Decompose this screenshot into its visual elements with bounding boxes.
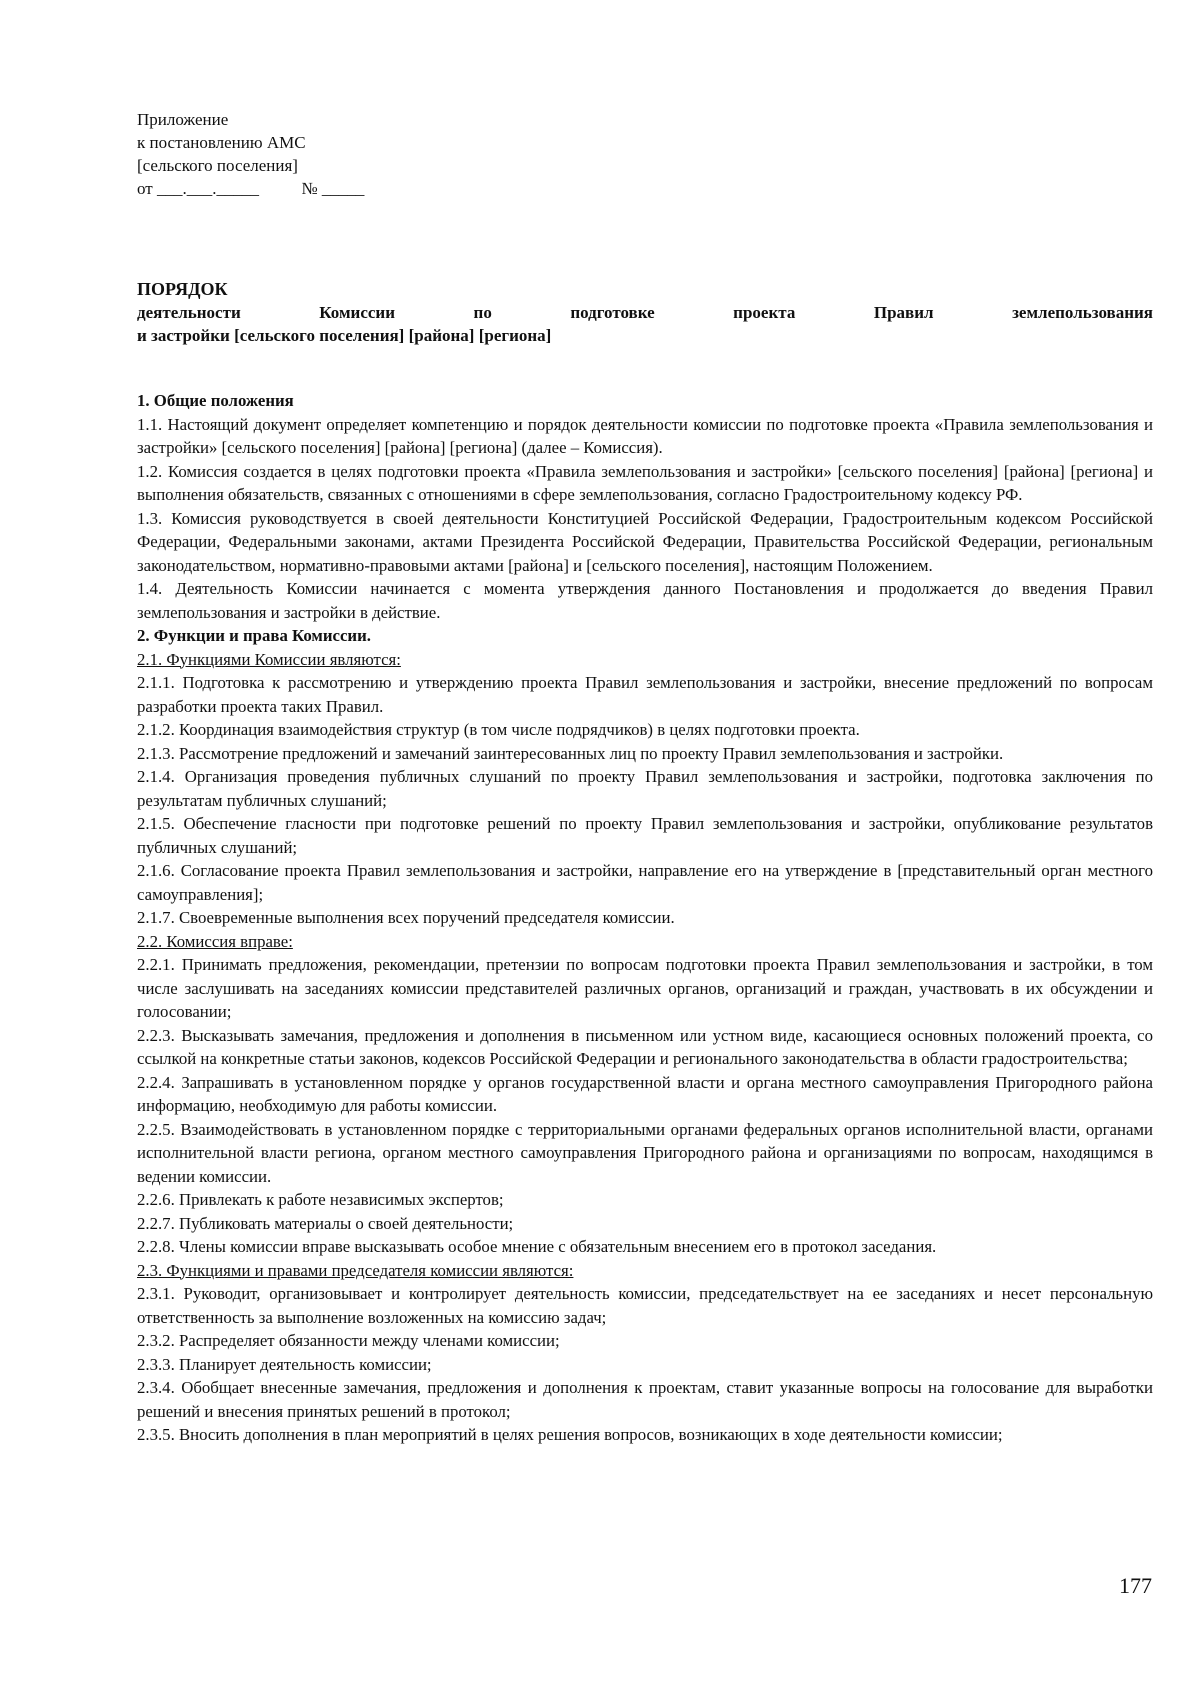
paragraph: 2.1.3. Рассмотрение предложений и замечаний заинтересованных лиц по проекту Правил землепользования и застройки. <box>137 743 1004 763</box>
paragraph: 2.2.5. Взаимодействовать в установленном порядке с территориальными органами федеральных органов исполнительной власти, органами исполнительной власти региона, органом местного самоуправления Пригородного района и организациями по вопросам, находящимся в ведении комиссии. <box>137 1119 1153 1186</box>
paragraph: 2.1.5. Обеспечение гласности при подготовке решений по проекту Правил землепользования и застройки, опубликование результатов публичных слушаний; <box>137 814 1153 857</box>
document-page <box>137 108 1153 1447</box>
paragraph: 2.3.3. Планирует деятельность комиссии; <box>137 1354 432 1374</box>
title-line-3: и застройки [сельского поселения] [района] [региона] <box>137 326 552 345</box>
paragraph: 1.1. Настоящий документ определяет компетенцию и порядок деятельности комиссии по подготовке проекта «Правила землепользования и застройки» [сельского поселения] [района] [региона] (далее – Комиссия). <box>137 414 1153 457</box>
section-heading: 2. Функции и права Комиссии. <box>137 626 371 645</box>
paragraph: 2.3.1. Руководит, организовывает и контролирует деятельность комиссии, председательствует на ее заседаниях и несет персональную ответственность за выполнение возложенных на комиссию задач; <box>137 1284 1153 1327</box>
title-main: ПОРЯДОК <box>137 279 228 299</box>
title-line-2: деятельности Комиссии по подготовке проекта Правил землепользования <box>137 303 1153 322</box>
paragraph: 2.2.6. Привлекать к работе независимых экспертов; <box>137 1190 504 1209</box>
paragraph: 2.2.8. Члены комиссии вправе высказывать особое мнение с обязательным внесением его в протокол заседания. <box>137 1237 937 1256</box>
appendix-line-3: [сельского поселения] <box>137 156 298 175</box>
paragraph: 2.3.5. Вносить дополнения в план мероприятий в целях решения вопросов, возникающих в ходе деятельности комиссии; <box>137 1425 1003 1444</box>
appendix-line-2: к постановлению АМС <box>137 133 306 152</box>
paragraph: 1.3. Комиссия руководствуется в своей деятельности Конституцией Российской Федерации, Градостроительным кодексом Российской Федерации, Федеральными законами, актами Президента Российской Федерации, Правительства Российской Федерации, региональным законодательством, нормативно-правовыми актами [района] и [сельского поселения], настоящим Положением. <box>137 508 1153 575</box>
paragraph: 2.1.2. Координация взаимодействия структур (в том числе подрядчиков) в целях подготовки проекта. <box>137 720 860 739</box>
subsection-heading: 2.2. Комиссия вправе: <box>137 931 293 951</box>
paragraph: 2.3.2. Распределяет обязанности между членами комиссии; <box>137 1331 560 1350</box>
appendix-header <box>137 108 1153 200</box>
paragraph: 2.1.4. Организация проведения публичных слушаний по проекту Правил землепользования и застройки, подготовка заключения по результатам публичных слушаний; <box>137 767 1153 810</box>
appendix-line-4: от ___.___._____ № _____ <box>137 179 365 198</box>
paragraph: 2.2.4. Запрашивать в установленном порядке у органов государственной власти и органа местного самоуправления Пригородного района информацию, необходимую для работы комиссии. <box>137 1072 1153 1115</box>
paragraph: 2.2.1. Принимать предложения, рекомендации, претензии по вопросам подготовки проекта Правил землепользования и застройки, в том числе заслушивать на заседаниях комиссии представителей различных органов, организаций и граждан, участвовать в их обсуждении и голосовании; <box>137 955 1153 1021</box>
paragraph: 2.2.7. Публиковать материалы о своей деятельности; <box>137 1213 514 1233</box>
paragraph: 1.2. Комиссия создается в целях подготовки проекта «Правила землепользования и застройки» [сельского поселения] [района] [региона] и выполнения обязательств, связанных с отношениями в сфере землепользования, согласно Градостроительному кодексу РФ. <box>137 461 1153 504</box>
page-number: 177 <box>1119 1573 1152 1598</box>
appendix-line-1: Приложение <box>137 110 229 129</box>
paragraph: 1.4. Деятельность Комиссии начинается с момента утверждения данного Постановления и продолжается до введения Правил землепользования и застройки в действие. <box>137 579 1153 622</box>
paragraph: 2.1.6. Согласование проекта Правил землепользования и застройки, направление его на утверждение в [представительный орган местного самоуправления]; <box>137 861 1153 904</box>
paragraph: 2.1.1. Подготовка к рассмотрению и утверждению проекта Правил землепользования и застройки, внесение предложений по вопросам разработки проекта таких Правил. <box>137 673 1153 716</box>
document-body <box>137 389 1153 1447</box>
paragraph: 2.2.3. Высказывать замечания, предложения и дополнения в письменном или устном виде, касающиеся основных положений проекта, со ссылкой на конкретные статьи законов, кодексов Российской Федерации и регионального законодательства в области градостроительства; <box>137 1025 1153 1068</box>
section-heading: 1. Общие положения <box>137 391 294 410</box>
paragraph: 2.3.4. Обобщает внесенные замечания, предложения и дополнения к проектам, ставит указанные вопросы на голосование для выработки решений и внесения принятых решений в протокол; <box>137 1378 1153 1421</box>
subsection-heading: 2.1. Функциями Комиссии являются: <box>137 649 401 669</box>
paragraph: 2.1.7. Своевременные выполнения всех поручений председателя комиссии. <box>137 908 675 927</box>
document-title <box>137 278 1153 347</box>
subsection-heading: 2.3. Функциями и правами председателя комиссии являются: <box>137 1260 574 1280</box>
